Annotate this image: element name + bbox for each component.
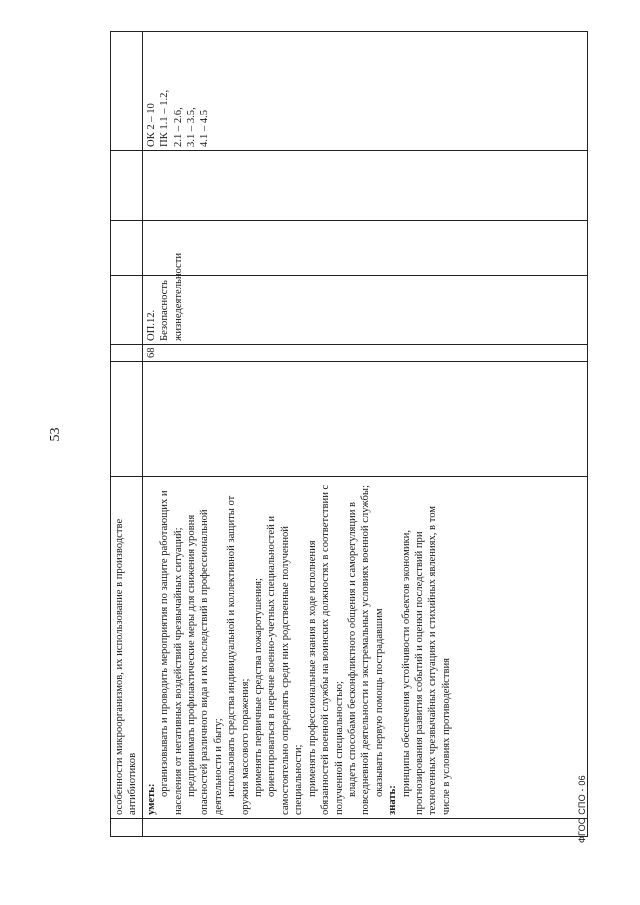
- table-cell-hours: [111, 345, 143, 362]
- umet-heading: уметь:: [145, 783, 157, 815]
- table-row: [142, 32, 587, 837]
- umet-item: оказывать первую помощь пострадавшим: [373, 608, 385, 797]
- table-cell-hours: [142, 345, 587, 362]
- discipline-name: Безопасность жизнедеятельности: [159, 252, 184, 341]
- competency-line: ОК 2 – 10: [145, 103, 157, 147]
- table-cell-competencies: [142, 32, 587, 151]
- table-cell-max-load: [142, 362, 587, 477]
- competency-line: 4.1 – 4.5: [199, 109, 211, 147]
- top-cell-text: особенности микроорганизмов, их использование в производстве антибиотиков: [114, 518, 139, 815]
- umet-item: организовывать и проводить мероприятия по защите работающих и населения от негативных воздействий чрезвычайных ситуаций;: [159, 490, 184, 815]
- umet-item: ориентироваться в перечне военно-учетных специальностей и самостоятельно определять среди них родственные полученной специальности;: [266, 515, 305, 815]
- znat-heading: знать:: [387, 785, 399, 815]
- table-cell-index: [111, 819, 143, 837]
- discipline-code: ОП.12.: [145, 309, 157, 341]
- table-cell-empty: [142, 221, 587, 276]
- table-row: [111, 32, 143, 837]
- table-cell-max-load: [111, 362, 143, 477]
- competency-line: 2.1 – 2.6,: [172, 107, 184, 147]
- footer-label: ФГОС СПО - 06: [577, 775, 587, 843]
- competency-line: 3.1 – 3.5,: [186, 107, 198, 147]
- hours-value: 68: [145, 347, 157, 358]
- umet-item: применять профессиональные знания в ходе исполнения обязанностей военной службы на воинских должностях в соответствии с полученной специальностью;: [306, 484, 345, 815]
- table-cell-discipline: [142, 252, 587, 345]
- curriculum-table: [110, 31, 588, 837]
- table-cell-discipline: [111, 276, 143, 345]
- table-cell-competencies: [111, 221, 143, 276]
- umet-item: владеть способами бесконфликтного общения и саморегуляции в повседневной деятельности и экстремальных условиях военной службы;: [346, 485, 372, 815]
- umet-item: применять первичные средства пожаротушения;: [253, 578, 265, 797]
- table-cell-empty: [111, 32, 143, 151]
- table-cell-empty: [142, 151, 587, 221]
- page-number: 53: [48, 427, 63, 442]
- competency-line: ПК 1.1 – 1.2,: [159, 89, 171, 147]
- umet-item: предпринимать профилактические меры для снижения уровня опасностей различного вида и их последствий в профессиональной деятельности и быту;: [186, 509, 224, 815]
- umet-item: использовать средства индивидуальной и коллективной защиты от оружия массового поражения;: [226, 495, 251, 815]
- table-cell-index: [142, 819, 587, 837]
- rotated-page: [44, 32, 594, 843]
- znat-item: принципы обеспечения устойчивости объектов экономики, прогнозирования развития событий и оценки последствий при техногенных чрезвычайных ситуациях и стихийных явлениях, в том числе в условиях противодействия: [400, 506, 452, 815]
- table-cell-empty: [111, 151, 143, 221]
- table-cell-content: [142, 477, 587, 819]
- table-cell-content: [111, 477, 143, 819]
